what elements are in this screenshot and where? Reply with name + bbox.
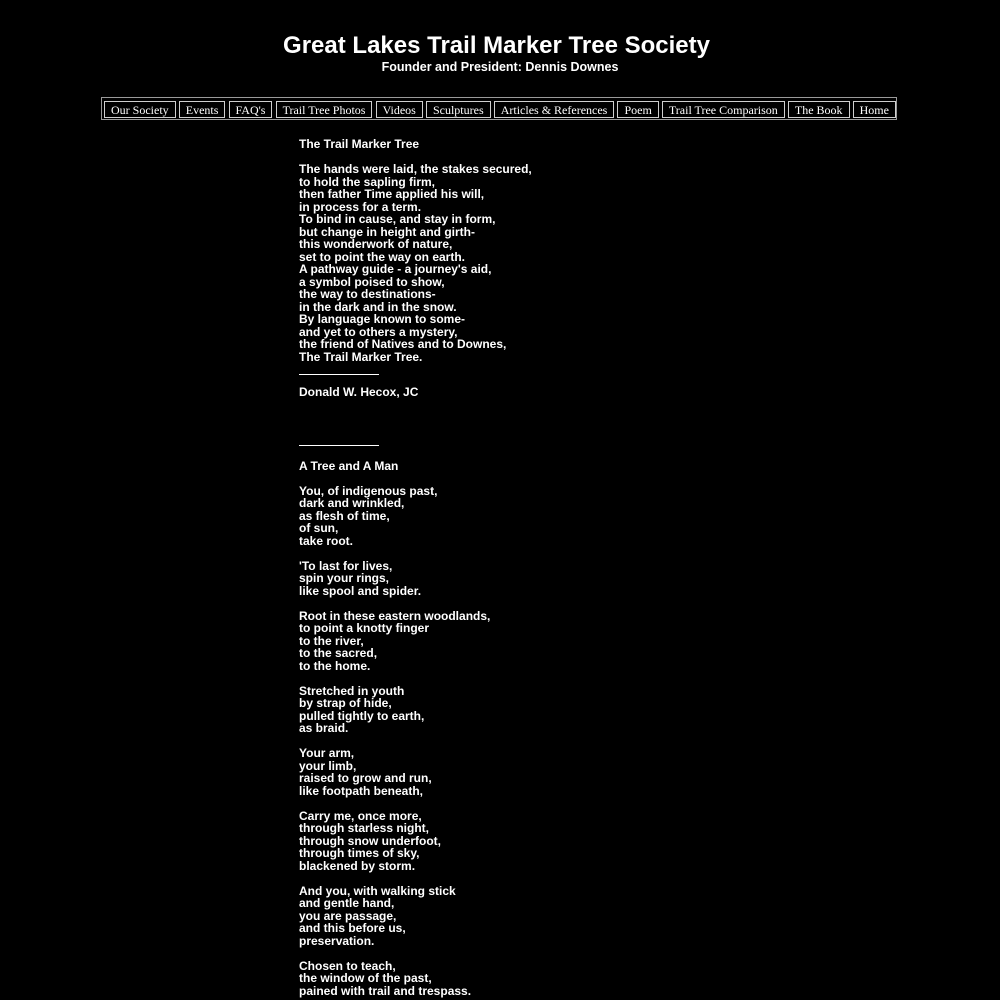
poem-content bbox=[299, 138, 699, 997]
poem-line: like footpath beneath, bbox=[299, 783, 424, 798]
nav-home-button[interactable]: Home bbox=[853, 101, 896, 118]
poem-line: pained with trail and trespass. bbox=[299, 983, 472, 998]
poem-line: through starless night, bbox=[299, 821, 430, 835]
poem-line: through times of sky, bbox=[299, 846, 420, 860]
poem-line: but change in height and girth- bbox=[299, 224, 475, 239]
poem-line: To bind in cause, and stay in form, bbox=[299, 212, 496, 226]
poem-line: and yet to others a mystery, bbox=[299, 324, 458, 339]
poem-title: The Trail Marker Tree bbox=[299, 137, 420, 151]
poem-line: in process for a term. bbox=[299, 199, 422, 214]
poem-author: Donald W. Hecox, JC bbox=[299, 385, 419, 399]
poem-line: A pathway guide - a journey's aid, bbox=[299, 262, 492, 276]
poem-line: your limb, bbox=[299, 758, 357, 773]
divider bbox=[299, 374, 379, 375]
poem-line: set to point the way on earth. bbox=[299, 249, 466, 264]
poem-line: through snow underfoot, bbox=[299, 833, 441, 848]
poem-line: take root. bbox=[299, 533, 354, 548]
main-nav bbox=[104, 101, 896, 119]
poem-line: dark and wrinkled, bbox=[299, 496, 405, 510]
poem-line: a symbol poised to show, bbox=[299, 274, 445, 289]
poem-line: And you, with walking stick bbox=[299, 883, 456, 898]
poem-line: then father Time applied his will, bbox=[299, 187, 485, 201]
poem-line: the window of the past, bbox=[299, 971, 432, 985]
poem-line: in the dark and in the snow. bbox=[299, 299, 457, 314]
nav-poem-button[interactable]: Poem bbox=[617, 101, 658, 118]
poem-line: and gentle hand, bbox=[299, 896, 395, 910]
poem-line: you are passage, bbox=[299, 908, 397, 923]
poem-body bbox=[299, 485, 699, 998]
nav-articles-references-button[interactable]: Articles & References bbox=[494, 101, 615, 118]
poem-line: preservation. bbox=[299, 933, 375, 948]
poem-line: to the sacred, bbox=[299, 646, 378, 660]
poem-line: like spool and spider. bbox=[299, 583, 422, 598]
poem-line: to the home. bbox=[299, 658, 371, 673]
poem-line: Carry me, once more, bbox=[299, 808, 422, 823]
nav-the-book-button[interactable]: The Book bbox=[788, 101, 850, 118]
poem-line: raised to grow and run, bbox=[299, 771, 432, 785]
poem-line: to hold the sapling firm, bbox=[299, 174, 435, 189]
poem-line: Your arm, bbox=[299, 746, 355, 760]
poem-line: this wonderwork of nature, bbox=[299, 237, 453, 251]
poem-line: By language known to some- bbox=[299, 312, 466, 326]
poem-line: of sun, bbox=[299, 521, 339, 535]
poem-line: spin your rings, bbox=[299, 571, 390, 585]
poem-line: 'To last for lives, bbox=[299, 558, 393, 573]
poem-line: You, of indigenous past, bbox=[299, 483, 438, 498]
poem-line: and this before us, bbox=[299, 921, 406, 935]
poem-line: Chosen to teach, bbox=[299, 958, 396, 973]
nav-sculptures-button[interactable]: Sculptures bbox=[426, 101, 491, 118]
site-subtitle: Founder and President: Dennis Downes bbox=[381, 60, 619, 74]
nav-trail-tree-comparison-button[interactable]: Trail Tree Comparison bbox=[662, 101, 785, 118]
poem-line: to point a knotty finger bbox=[299, 621, 429, 635]
poem-line: as flesh of time, bbox=[299, 508, 390, 523]
poem-title: A Tree and A Man bbox=[299, 458, 399, 473]
poem-line: Stretched in youth bbox=[299, 683, 405, 698]
nav-faqs-button[interactable]: FAQ's bbox=[229, 101, 273, 118]
nav-trail-tree-photos-button[interactable]: Trail Tree Photos bbox=[276, 101, 373, 118]
poem-line: pulled tightly to earth, bbox=[299, 708, 425, 723]
nav-our-society-button[interactable]: Our Society bbox=[104, 101, 176, 118]
poem-line: by strap of hide, bbox=[299, 696, 392, 710]
poem-line: The Trail Marker Tree. bbox=[299, 349, 423, 364]
nav-videos-button[interactable]: Videos bbox=[376, 101, 423, 118]
site-title: Great Lakes Trail Marker Tree Society bbox=[283, 32, 710, 59]
poem-line: the way to destinations- bbox=[299, 287, 436, 301]
poem-body bbox=[299, 163, 699, 363]
poem-line: Root in these eastern woodlands, bbox=[299, 608, 491, 623]
poem-line: blackened by storm. bbox=[299, 858, 416, 873]
poem-line: to the river, bbox=[299, 633, 364, 648]
divider bbox=[299, 445, 379, 446]
nav-events-button[interactable]: Events bbox=[179, 101, 226, 118]
poem-line: the friend of Natives and to Downes, bbox=[299, 337, 507, 351]
poem-line: The hands were laid, the stakes secured, bbox=[299, 162, 532, 176]
poem-line: as braid. bbox=[299, 721, 349, 735]
